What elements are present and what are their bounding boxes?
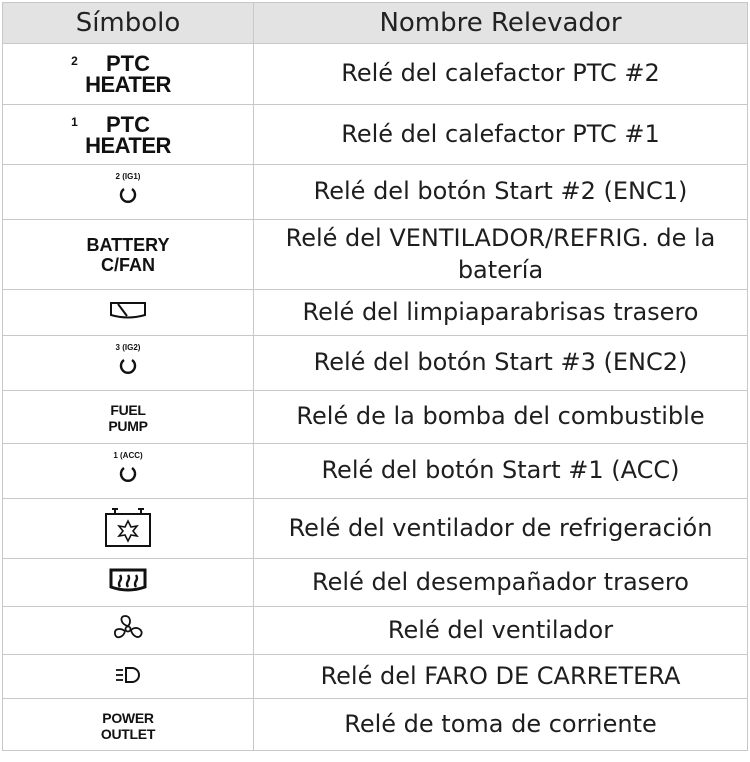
start-button-acc-icon: 1 (ACC) [106, 451, 150, 487]
relay-name: Relé del botón Start #2 (ENC1) [254, 165, 748, 220]
table-row [3, 499, 748, 559]
ptc-heater-2-icon: 2 PTC HEATER [71, 51, 171, 97]
fuel-pump-icon: FUEL PUMP [108, 402, 148, 434]
table-row [3, 44, 748, 105]
relay-name: Relé del limpiaparabrisas trasero [254, 290, 748, 336]
rear-defroster-icon [108, 567, 148, 595]
symbol-cell [3, 44, 254, 105]
relay-name: Relé del calefactor PTC #1 [254, 105, 748, 165]
high-beam-icon [113, 665, 143, 685]
symbol-cell [3, 559, 254, 607]
relay-name: Relé del ventilador [254, 607, 748, 655]
table-row [3, 290, 748, 336]
ptc-heater-1-icon: 1 PTC HEATER [71, 111, 171, 158]
column-header-symbol: Símbolo [3, 3, 254, 44]
table-row [3, 336, 748, 391]
table-row [3, 444, 748, 499]
table-row [3, 165, 748, 220]
symbol-cell [3, 290, 254, 336]
table-row [3, 559, 748, 607]
power-outlet-icon: POWER OUTLET [100, 709, 156, 742]
symbol-cell [3, 165, 254, 220]
relay-name: Relé del calefactor PTC #2 [254, 44, 748, 105]
table-row [3, 220, 748, 290]
table-row [3, 699, 748, 751]
symbol-cell [3, 444, 254, 499]
relay-name: Relé del ventilador de refrigeración [254, 499, 748, 559]
table-row [3, 391, 748, 444]
rear-wiper-icon [108, 299, 148, 323]
relay-table [2, 2, 748, 751]
start-button-ig1-icon: 2 (IG1) [106, 172, 150, 208]
relay-name: Relé del desempañador trasero [254, 559, 748, 607]
symbol-cell [3, 607, 254, 655]
relay-name: Relé del botón Start #3 (ENC2) [254, 336, 748, 391]
symbol-cell [3, 699, 254, 751]
blower-fan-icon [111, 613, 145, 645]
relay-name: Relé del VENTILADOR/REFRIG. de la batería [254, 220, 748, 290]
symbol-cell [3, 655, 254, 699]
table-header-row [3, 3, 748, 44]
relay-name: Relé de toma de corriente [254, 699, 748, 751]
symbol-cell [3, 499, 254, 559]
table-row [3, 105, 748, 165]
symbol-cell [3, 391, 254, 444]
symbol-cell [3, 336, 254, 391]
relay-name: Relé del FARO DE CARRETERA [254, 655, 748, 699]
cooling-fan-icon [103, 506, 153, 548]
start-button-ig2-icon: 3 (IG2) [106, 343, 150, 379]
relay-name: Relé de la bomba del combustible [254, 391, 748, 444]
column-header-name: Nombre Relevador [254, 3, 748, 44]
relay-name: Relé del botón Start #1 (ACC) [254, 444, 748, 499]
battery-cfan-icon: BATTERY C/FAN [86, 234, 170, 275]
symbol-cell [3, 105, 254, 165]
symbol-cell [3, 220, 254, 290]
table-row [3, 607, 748, 655]
table-row [3, 655, 748, 699]
